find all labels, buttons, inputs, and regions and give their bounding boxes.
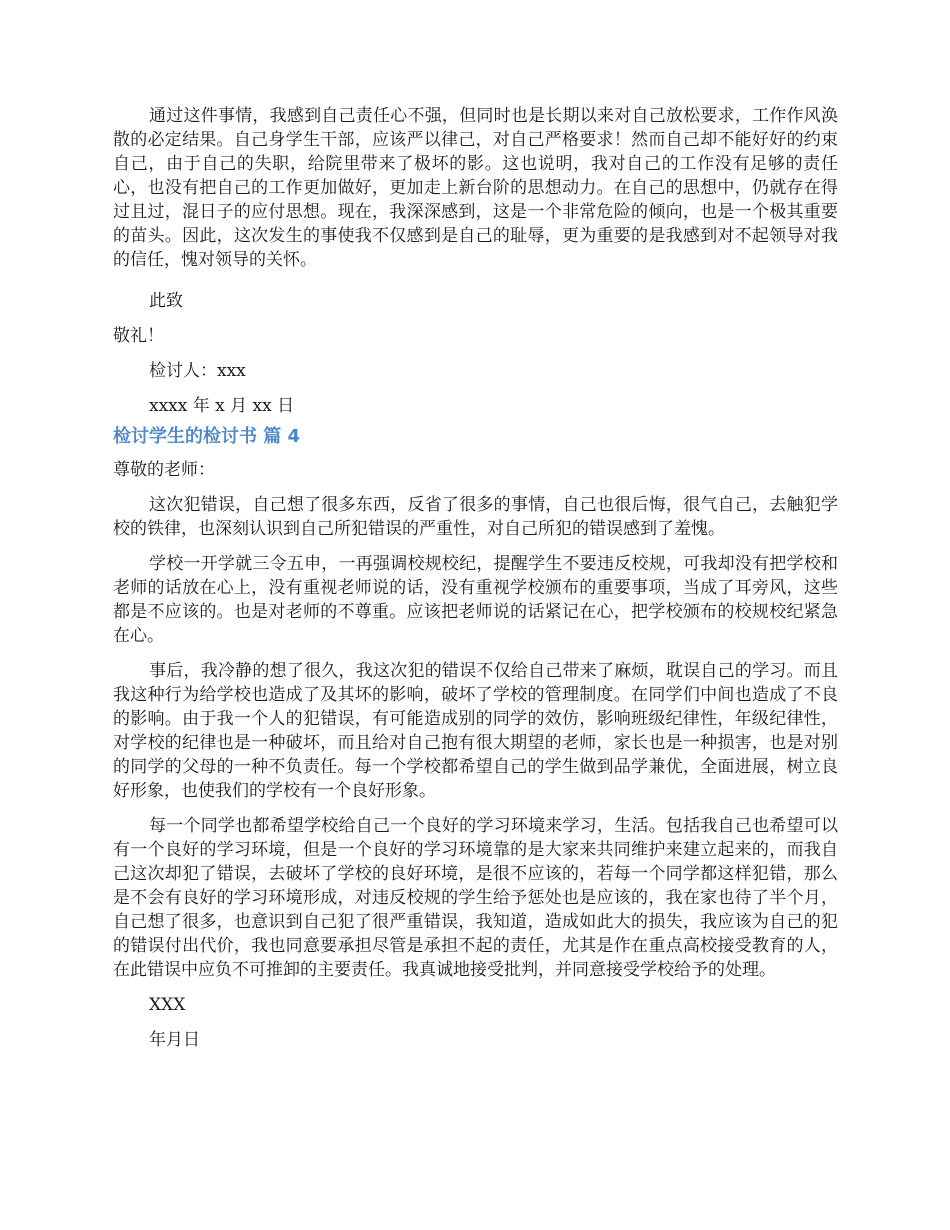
paragraph-5: 每一个同学也都希望学校给自己一个良好的学习环境来学习，生活。包括我自己也希望可以有一个良好的学习环境，但是一个良好的学习环境靠的是大家来共同维护来建立起来的，而我自己这次却犯了错误，去破坏了学校的良好环境，是很不应该的，若每一个同学都这样犯错，那么是不会有良好的学习环境形成，对违反校规的学生给予惩处也是应该的，我在家也待了半个月，自己想了很多，也意识到自己犯了很严重错误，我知道，造成如此大的损失，我应该为自己的犯的错误付出代价，我也同意要承担尽管是承担不起的责任，尤其是作在重点高校接受教育的人，在此错误中应负不可推卸的主要责任。我真诚地接受批判，并同意接受学校给予的处理。 bbox=[113, 816, 838, 980]
closing-line: 此致 bbox=[149, 291, 183, 311]
section-heading: 检讨学生的检讨书 篇 4 bbox=[113, 426, 301, 447]
date-line: xxxx 年 x 月 xx 日 bbox=[149, 396, 295, 416]
paragraph-2: 这次犯错误，自己想了很多东西，反省了很多的事情，自己也很后悔，很气自己，去触犯学校的铁律，也深刻认识到自己所犯错误的严重性，对自己所犯的错误感到了羞愧。 bbox=[113, 495, 838, 539]
paragraph-3: 学校一开学就三令五申，一再强调校规校纪，提醒学生不要违反校规，可我却没有把学校和老师的话放在心上，没有重视老师说的话，没有重视学校颁布的重要事项，当成了耳旁风，这些都是不应该的。也是对老师的不尊重。应该把老师说的话紧记在心，把学校颁布的校规校纪紧急在心。 bbox=[113, 554, 838, 646]
salutation-line: 敬礼！ bbox=[113, 326, 164, 346]
date-line-2: 年月日 bbox=[149, 1030, 200, 1050]
document-page bbox=[113, 104, 838, 1052]
signer-line: 检讨人：xxx bbox=[149, 361, 246, 381]
signer-line-2: XXX bbox=[149, 995, 186, 1015]
paragraph-4: 事后，我冷静的想了很久，我这次犯的错误不仅给自己带来了麻烦，耽误自己的学习。而且我这种行为给学校也造成了及其坏的影响，破坏了学校的管理制度。在同学们中间也造成了不良的影响。由于我一个人的犯错误，有可能造成别的同学的效仿，影响班级纪律性，年级纪律性，对学校的纪律也是一种破坏，而且给对自己抱有很大期望的老师，家长也是一种损害，也是对别的同学的父母的一种不负责任。每一个学校都希望自己的学生做到品学兼优，全面进展，树立良好形象，也使我们的学校有一个良好形象。 bbox=[113, 661, 838, 801]
greeting-line: 尊敬的老师： bbox=[113, 460, 215, 480]
paragraph-1: 通过这件事情，我感到自己责任心不强，但同时也是长期以来对自己放松要求，工作作风涣散的必定结果。自己身学生干部，应该严以律己，对自己严格要求！然而自己却不能好好的约束自己，由于自己的失职，给院里带来了极坏的影。这也说明，我对自己的工作没有足够的责任心，也没有把自己的工作更加做好，更加走上新台阶的思想动力。在自己的思想中，仍就存在得过且过，混日子的应付思想。现在，我深深感到，这是一个非常危险的倾向，也是一个极其重要的苗头。因此，这次发生的事使我不仅感到是自己的耻辱，更为重要的是我感到对不起领导对我的信任，愧对领导的关怀。 bbox=[113, 106, 838, 270]
